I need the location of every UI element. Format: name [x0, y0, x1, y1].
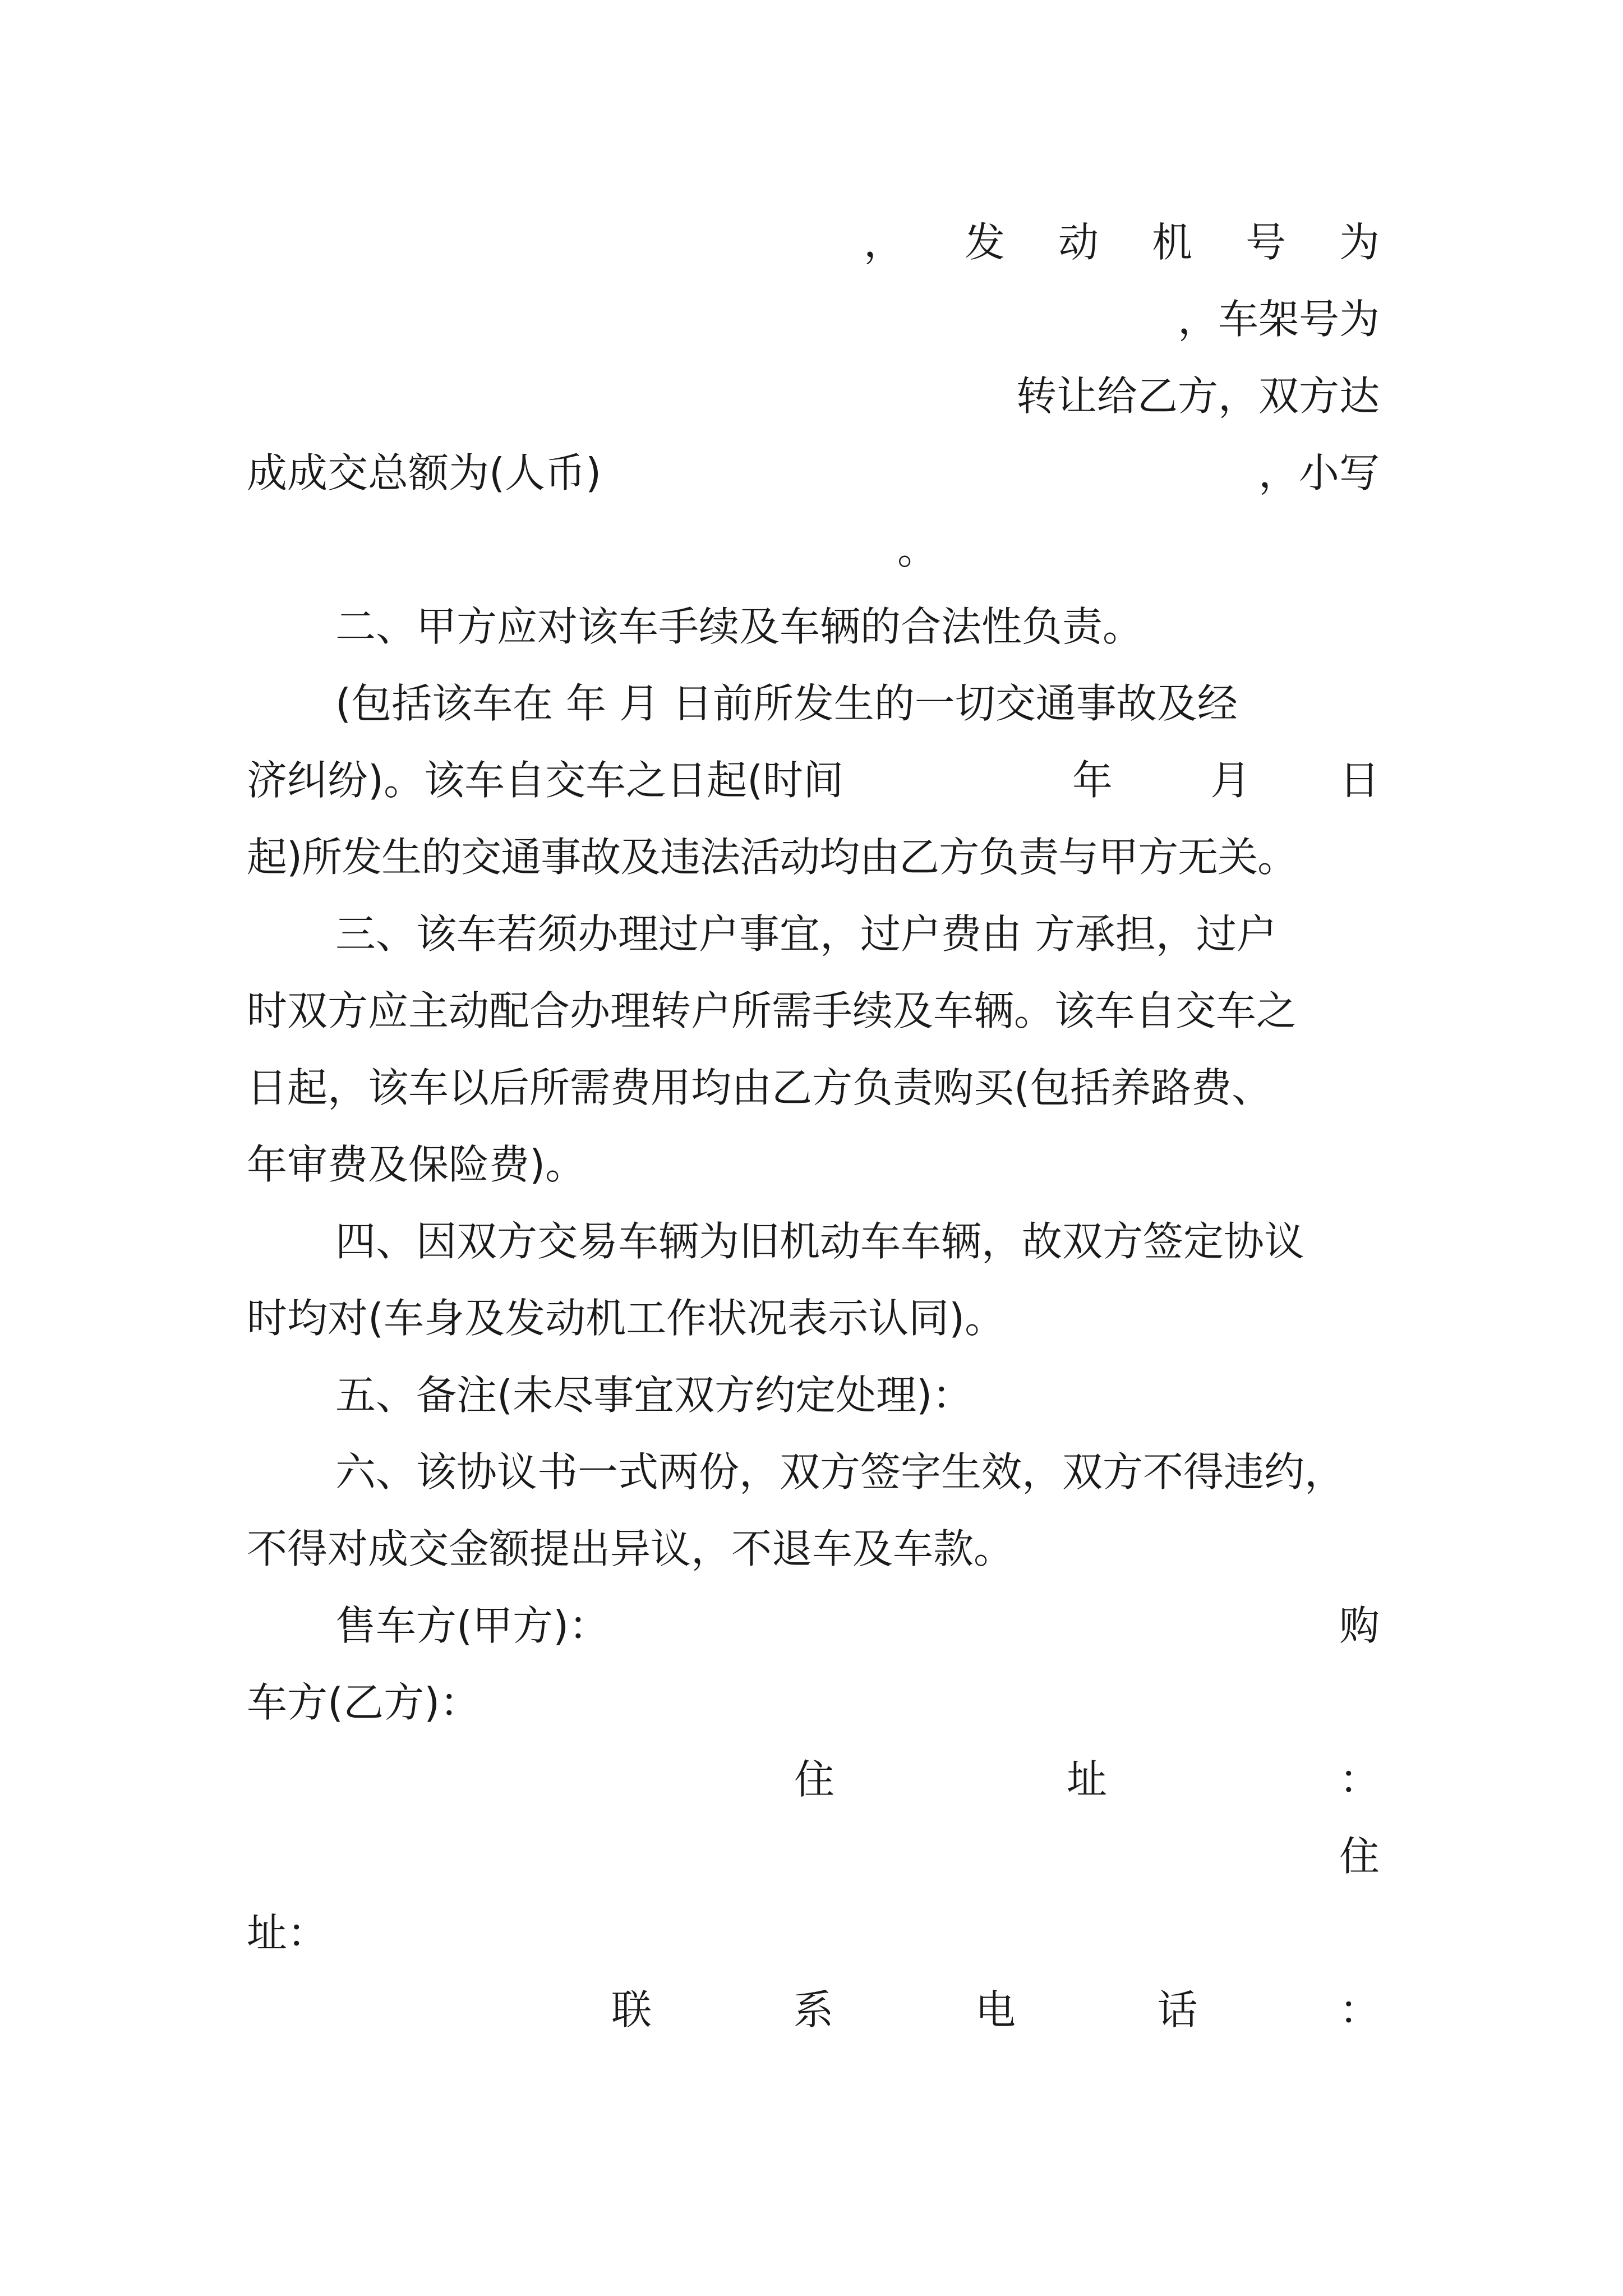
clause-2-day: 日: [1339, 757, 1380, 804]
engine-number-label: [965, 219, 1380, 266]
amount-label: 成成交总额为(人币): [247, 449, 602, 496]
clause-2-line-3: 起)所发生的交通事故及违法活动均由乙方负责与甲方无关。: [247, 834, 1298, 881]
clause-3-line-1: 三、该车若须办理过户事宜，过户费由 方承担，过户: [335, 910, 1277, 958]
buyer-label-end: 车方(乙方)：: [247, 1679, 481, 1726]
address-2-end: 址：: [247, 1910, 328, 1957]
engine-number-prefix: ，: [864, 219, 905, 266]
address-char: 址: [1066, 1756, 1107, 1803]
engine-char: 机: [1151, 219, 1192, 266]
phone-char: 话: [1157, 1986, 1198, 2033]
phone-label: [611, 1986, 1380, 2033]
clause-5-line-1: 五、备注(未尽事宜双方约定处理)：: [335, 1372, 973, 1419]
clause-4-line-2: 时均对(车身及发动机工作状况表示认同)。: [247, 1295, 1006, 1342]
clause-6-line-2: 不得对成交金额提出异议，不退车及车款。: [247, 1525, 1015, 1572]
clause-4-line-1: 四、因双方交易车辆为旧机动车车辆，故双方签定协议: [335, 1218, 1305, 1265]
address-char: ：: [1339, 1756, 1380, 1803]
seller-label: 售车方(甲方)：: [335, 1602, 610, 1649]
engine-char: 为: [1339, 219, 1380, 266]
frame-number-label: ，车架号为: [1177, 296, 1380, 343]
clause-6-line-1: 六、该协议书一式两份，双方签字生效，双方不得违约，: [335, 1448, 1345, 1496]
clause-2-line-2: 济纠纷)。该车自交车之日起(时间: [247, 757, 844, 804]
clause-3-line-2: 时双方应主动配合办理转户所需手续及车辆。该车自交车之: [247, 987, 1297, 1034]
engine-char: 发: [965, 219, 1006, 266]
phone-char: 系: [793, 1986, 834, 2033]
lowercase-label: ，小写: [1258, 449, 1380, 496]
engine-char: 动: [1058, 219, 1099, 266]
phone-char: 电: [975, 1986, 1016, 2033]
clause-2-year: 年: [1072, 757, 1113, 804]
phone-char: 联: [611, 1986, 652, 2033]
clause-2-line-1: (包括该车在 年 月 日前所发生的一切交通事故及经: [335, 680, 1238, 727]
address-char: 住: [794, 1756, 835, 1803]
phone-char: ：: [1339, 1986, 1380, 2033]
engine-char: 号: [1245, 219, 1286, 266]
clause-3-line-4: 年审费及保险费)。: [247, 1141, 586, 1188]
clause-2-month: 月: [1210, 757, 1251, 804]
address-2-start: 住: [1339, 1833, 1380, 1880]
clause-2-title: 二、甲方应对该车手续及车辆的合法性负责。: [335, 603, 1144, 650]
address-label: [794, 1756, 1380, 1803]
transfer-text: 转让给乙方，双方达: [1016, 372, 1380, 420]
amount-period: 。: [897, 526, 938, 573]
buyer-label-start: 购: [1339, 1602, 1380, 1649]
clause-3-line-3: 日起，该车以后所需费用均由乙方负责购买(包括养路费、: [247, 1064, 1272, 1111]
